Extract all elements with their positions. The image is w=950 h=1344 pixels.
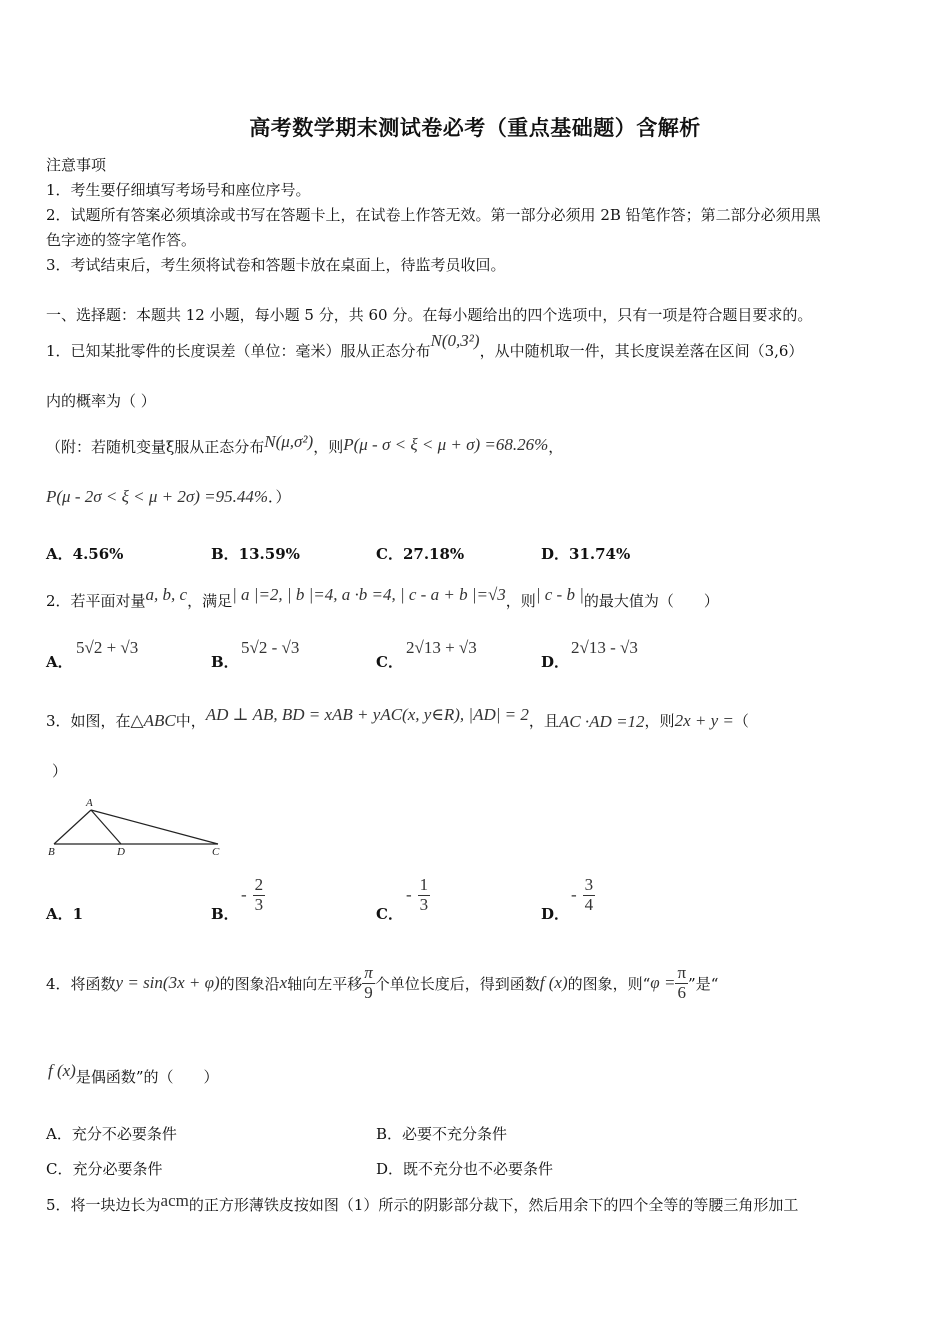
- q3-option-c: [406, 876, 430, 914]
- q1-formula: P(μ - 2σ < ξ < μ + 2σ) =95.44%: [46, 487, 269, 506]
- q2-label-c: C．: [376, 653, 403, 671]
- q2-label-a: A．: [46, 653, 73, 671]
- q1-formula: N(μ,σ²): [264, 432, 314, 451]
- q4-option-b: B．必要不充分条件: [376, 1125, 508, 1143]
- vertex-label-c: C: [212, 846, 220, 858]
- q3-text: （: [733, 712, 749, 730]
- q4-formula: f (x): [48, 1061, 76, 1080]
- section-heading: 一、选择题：本题共 12 小题，每小题 5 分，共 60 分。在每小题给出的四个选项中，只有一项是符合题目要求的。: [46, 306, 813, 324]
- q1-option-a: A．4.56%: [46, 545, 124, 563]
- q2-text: ，满足: [187, 592, 233, 610]
- edge-ac: [91, 810, 218, 844]
- q1-text: ，从中随机取一件，其长度误差落在区间（3,6）: [479, 342, 804, 360]
- q5-text: 5．将一块边长为: [46, 1196, 161, 1214]
- numerator: 1: [419, 875, 429, 894]
- q3-line1: [46, 705, 749, 731]
- q3-option-a-value: 1: [72, 905, 84, 923]
- q1-text: ，: [548, 438, 564, 456]
- q1-text: ．）: [268, 488, 291, 506]
- q1-option-b: B．13.59%: [211, 545, 300, 563]
- q2-line1: [46, 585, 719, 611]
- numerator: π: [364, 963, 373, 982]
- q2-label-d: D．: [541, 653, 570, 671]
- denominator: 4: [584, 894, 594, 914]
- fraction: [362, 964, 375, 1002]
- q3-option-b: [241, 876, 265, 914]
- q1-text: （附：若随机变量ξ服从正态分布: [46, 438, 265, 456]
- q1-text: 1．已知某批零件的长度误差（单位：毫米）服从正态分布: [46, 342, 431, 360]
- q2-formula: | a |=2, | b |=4, a ·b =4, | c - a + b |=√3: [232, 585, 506, 604]
- numerator: 3: [584, 875, 594, 894]
- q5-line1: [46, 1191, 799, 1215]
- q1-line1: [46, 331, 804, 361]
- q2-text: 的最大值为（ ）: [583, 592, 719, 610]
- q1-line4: [46, 486, 291, 507]
- minus-sign: -: [571, 885, 577, 905]
- edge-ab: [54, 810, 91, 844]
- fraction: [418, 876, 431, 914]
- notice-item: 1．考生要仔细填写考场号和座位序号。: [46, 181, 311, 199]
- q4-text: 轴向左平移: [287, 974, 363, 993]
- numerator: 2: [254, 875, 264, 894]
- denominator: 6: [677, 982, 686, 1002]
- q1-formula: N(0,3²): [430, 331, 480, 350]
- numerator: π: [677, 963, 687, 982]
- q3-option-d: [571, 876, 595, 914]
- q3-option-a: [46, 903, 83, 924]
- q3-text: 中，: [175, 712, 206, 730]
- q3-label-b: B．: [211, 905, 239, 923]
- q4-text: 个单位长度后，得到函数: [374, 974, 540, 993]
- q2-label-b: B．: [211, 653, 239, 671]
- q4-option-d: D．既不充分也不必要条件: [376, 1160, 554, 1178]
- page-title: 高考数学期末测试卷必考（重点基础题）含解析: [249, 115, 701, 140]
- q4-text: 的图象，则“: [567, 974, 651, 993]
- q3-text: ，且: [528, 712, 559, 730]
- q4-option-a: A．充分不必要条件: [46, 1125, 177, 1143]
- fraction: [253, 876, 266, 914]
- denominator: 9: [364, 982, 373, 1002]
- q4-text: ”是“: [688, 974, 719, 993]
- q2-text: 2．若平面对量: [46, 592, 146, 610]
- q3-text: 3．如图，在: [46, 712, 131, 730]
- fraction: [675, 964, 688, 1002]
- q3-formula: AD ⊥ AB, BD = xAB + yAC(x, y∈R), |AD| = 2: [205, 705, 529, 724]
- vertex-label-b: B: [48, 846, 55, 858]
- q4-line2: [48, 1061, 219, 1087]
- q3-label-d: D．: [541, 905, 570, 923]
- q2-formula: a, b, c: [145, 585, 188, 604]
- q2-option-a: 5√2 + √3: [76, 638, 139, 657]
- q3-label-a: A．: [46, 905, 73, 923]
- q4-line1: [46, 964, 718, 1002]
- q1-text: ，则: [313, 438, 344, 456]
- edge-ad: [91, 810, 121, 844]
- q2-option-d: 2√13 - √3: [571, 638, 638, 657]
- q2-option-b: 5√2 - √3: [241, 638, 300, 657]
- triangle-figure: [44, 792, 234, 862]
- q1-option-d: D．31.74%: [541, 545, 631, 563]
- notice-heading: 注意事项: [46, 156, 107, 174]
- minus-sign: -: [241, 885, 247, 905]
- q3-text: ，则: [644, 712, 675, 730]
- q3-formula: AC ·AD =12: [558, 712, 645, 731]
- fraction: [583, 876, 596, 914]
- minus-sign: -: [406, 885, 412, 905]
- q4-formula: f (x): [539, 973, 568, 993]
- q3-label-c: C．: [376, 905, 403, 923]
- q5-formula: acm: [160, 1191, 189, 1210]
- q4-option-c: C．充分必要条件: [46, 1160, 163, 1178]
- q4-text: 4．将函数: [46, 974, 116, 993]
- q2-option-c: 2√13 + √3: [406, 638, 477, 657]
- q1-line3: [46, 432, 564, 457]
- notice-item: 3．考试结束后，考生须将试卷和答题卡放在桌面上，待监考员收回。: [46, 256, 506, 274]
- q4-formula: x: [279, 973, 288, 993]
- q3-formula: △ABC: [130, 711, 176, 730]
- vertex-label-d: D: [117, 846, 125, 858]
- q1-option-c: C．27.18%: [376, 545, 465, 563]
- q1-line2: 内的概率为（ ）: [46, 392, 156, 410]
- q5-text: 的正方形薄铁皮按如图（1）所示的阴影部分裁下，然后用余下的四个全等的等腰三角形加工: [188, 1196, 799, 1214]
- q4-formula: y = sin(3x + φ): [115, 973, 220, 993]
- q4-text: 的图象沿: [219, 974, 280, 993]
- q4-text: 是偶函数”的（ ）: [75, 1068, 219, 1086]
- q3-line2: ）: [52, 762, 68, 780]
- notice-item: 2．试题所有答案必须填涂或书写在答题卡上，在试卷上作答无效。第一部分必须用 2B 铅笔作答；第二部分必须用黑: [46, 206, 821, 224]
- denominator: 3: [254, 894, 264, 914]
- notice-item: 色字迹的签字笔作答。: [46, 231, 197, 249]
- q3-formula: 2x + y =: [674, 711, 734, 730]
- denominator: 3: [419, 894, 429, 914]
- q1-formula: P(μ - σ < ξ < μ + σ) =68.26%: [343, 435, 549, 454]
- q4-formula: φ =: [650, 973, 676, 993]
- vertex-label-a: A: [86, 797, 93, 809]
- q2-text: ，则: [505, 592, 536, 610]
- q2-formula: | c - b |: [535, 585, 584, 604]
